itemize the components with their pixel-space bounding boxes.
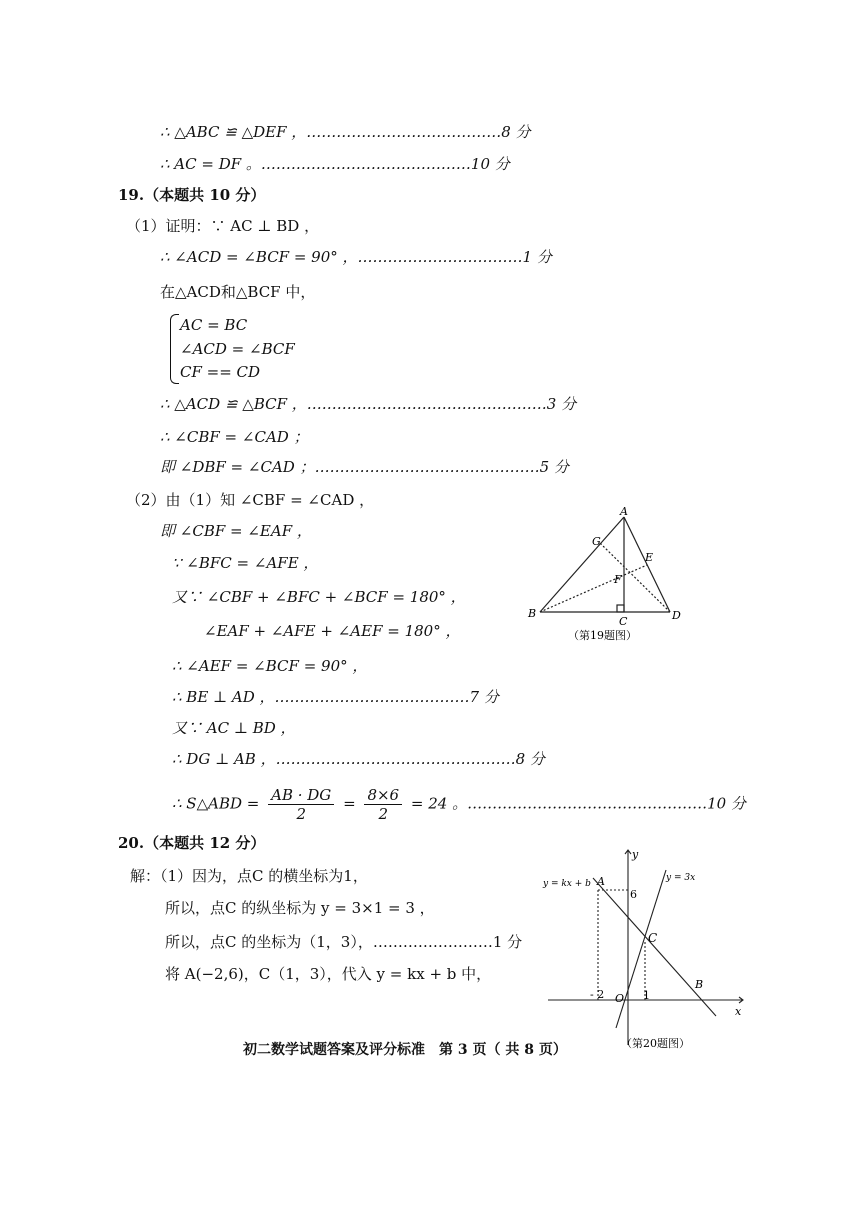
right-angle-marker [617, 605, 624, 612]
tick-6: 6 [630, 888, 637, 901]
page-footer: 初二数学试题答案及评分标准 第 3 页（ 共 8 页） [243, 1042, 567, 1058]
system-line-3: CF == CD [180, 363, 261, 381]
tick-neg-2: - 2 [590, 988, 605, 1001]
q20-solution-1: 解：（1）因为，点C 的横坐标为1， [130, 867, 368, 885]
figure-19 [520, 505, 700, 645]
q19-cbf-eaf: 即 ∠CBF = ∠EAF ， [160, 522, 312, 540]
label-g: G [592, 535, 601, 548]
origin-label: O [615, 992, 625, 1005]
q20-solution-3: 所以，点C 的坐标为（1，3），……………………1 分 [165, 933, 523, 951]
y-axis-label: y [632, 848, 639, 861]
fraction-ab-dg [268, 786, 334, 823]
x-axis-label: x [735, 1005, 742, 1018]
point-c-label: C [648, 931, 658, 945]
q19-angle-90: ∴ ∠ACD = ∠BCF = 90° ，……………………………1 分 [160, 248, 552, 266]
label-d: D [672, 609, 681, 622]
q19-aef-90: ∴ ∠AEF = ∠BCF = 90° ， [172, 657, 368, 675]
tick-1: 1 [643, 989, 650, 1002]
label-e: E [645, 551, 654, 564]
point-b-label: B [695, 978, 704, 991]
q19-sum-180-b: ∠EAF + ∠AFE + ∠AEF = 180° ， [204, 622, 461, 640]
fraction-denominator: 2 [378, 805, 389, 823]
figure-20-caption: （第20题图） [621, 1037, 690, 1050]
fraction-denominator: 2 [296, 805, 306, 823]
area-prefix: ∴ S△ABD = [172, 794, 260, 813]
fraction-numerator: AB · DG [268, 786, 334, 805]
point-a-label: A [597, 875, 605, 888]
line-congruent-abc-def: ∴ △ABC ≌ △DEF ，…………………………………8 分 [160, 123, 531, 141]
question-20-heading: 20.（本题共 12 分） [118, 834, 266, 852]
q19-part2: （2）由（1）知 ∠CBF = ∠CAD ， [126, 491, 375, 509]
segment-be [540, 565, 647, 612]
q19-dg-perp-ab: ∴ DG ⊥ AB ，…………………………………………8 分 [172, 750, 545, 768]
label-b: B [528, 607, 537, 620]
label-line-3x: y = 3x [666, 873, 696, 883]
label-f: F [614, 573, 622, 586]
q20-solution-2: 所以，点C 的纵坐标为 y = 3×1 = 3 ， [165, 899, 435, 917]
line-kx-plus-b [593, 878, 716, 1016]
system-line-2: ∠ACD = ∠BCF [180, 340, 295, 358]
question-19-heading: 19.（本题共 10 分） [118, 186, 266, 204]
label-line-kx-b: y = kx + b [543, 879, 591, 889]
q19-part1-proof: （1）证明：∵ AC ⊥ BD ， [126, 217, 320, 235]
q19-sum-180-a: 又∵ ∠CBF + ∠BFC + ∠BCF = 180° ， [172, 588, 466, 606]
q19-cbf-cad: ∴ ∠CBF = ∠CAD ； [160, 428, 309, 446]
label-a: A [620, 505, 628, 518]
q19-dbf-cad: 即 ∠DBF = ∠CAD ；………………………………………5 分 [160, 458, 569, 476]
label-c: C [619, 615, 628, 628]
fraction-8x6 [364, 786, 402, 823]
segment-ad [624, 517, 670, 612]
equals-sign: = [343, 794, 356, 813]
figure-20 [538, 840, 753, 1055]
segment-dg [600, 543, 670, 612]
segment-ab [540, 517, 624, 612]
figure-19-caption: （第19题图） [568, 629, 637, 642]
system-line-1: AC = BC [180, 316, 248, 334]
q20-solution-4: 将 A(−2,6)，C（1，3），代入 y = kx + b 中， [165, 965, 492, 983]
area-result: = 24 。…………………………………………10 分 [410, 794, 746, 813]
q19-be-perp-ad: ∴ BE ⊥ AD ，…………………………………7 分 [172, 688, 499, 706]
q19-area-formula [172, 786, 746, 823]
q19-bfc-afe: ∵ ∠BFC = ∠AFE ， [172, 554, 319, 572]
line-ac-eq-df: ∴ AC = DF 。……………………………………10 分 [160, 155, 510, 173]
q19-in-triangles: 在△ACD和△BCF 中， [160, 283, 316, 301]
fraction-numerator: 8×6 [364, 786, 402, 805]
q19-congruent-acd-bcf: ∴ △ACD ≌ △BCF ，…………………………………………3 分 [160, 395, 577, 413]
q19-ac-perp-bd: 又∵ AC ⊥ BD ， [172, 719, 296, 737]
system-brace [170, 314, 179, 384]
